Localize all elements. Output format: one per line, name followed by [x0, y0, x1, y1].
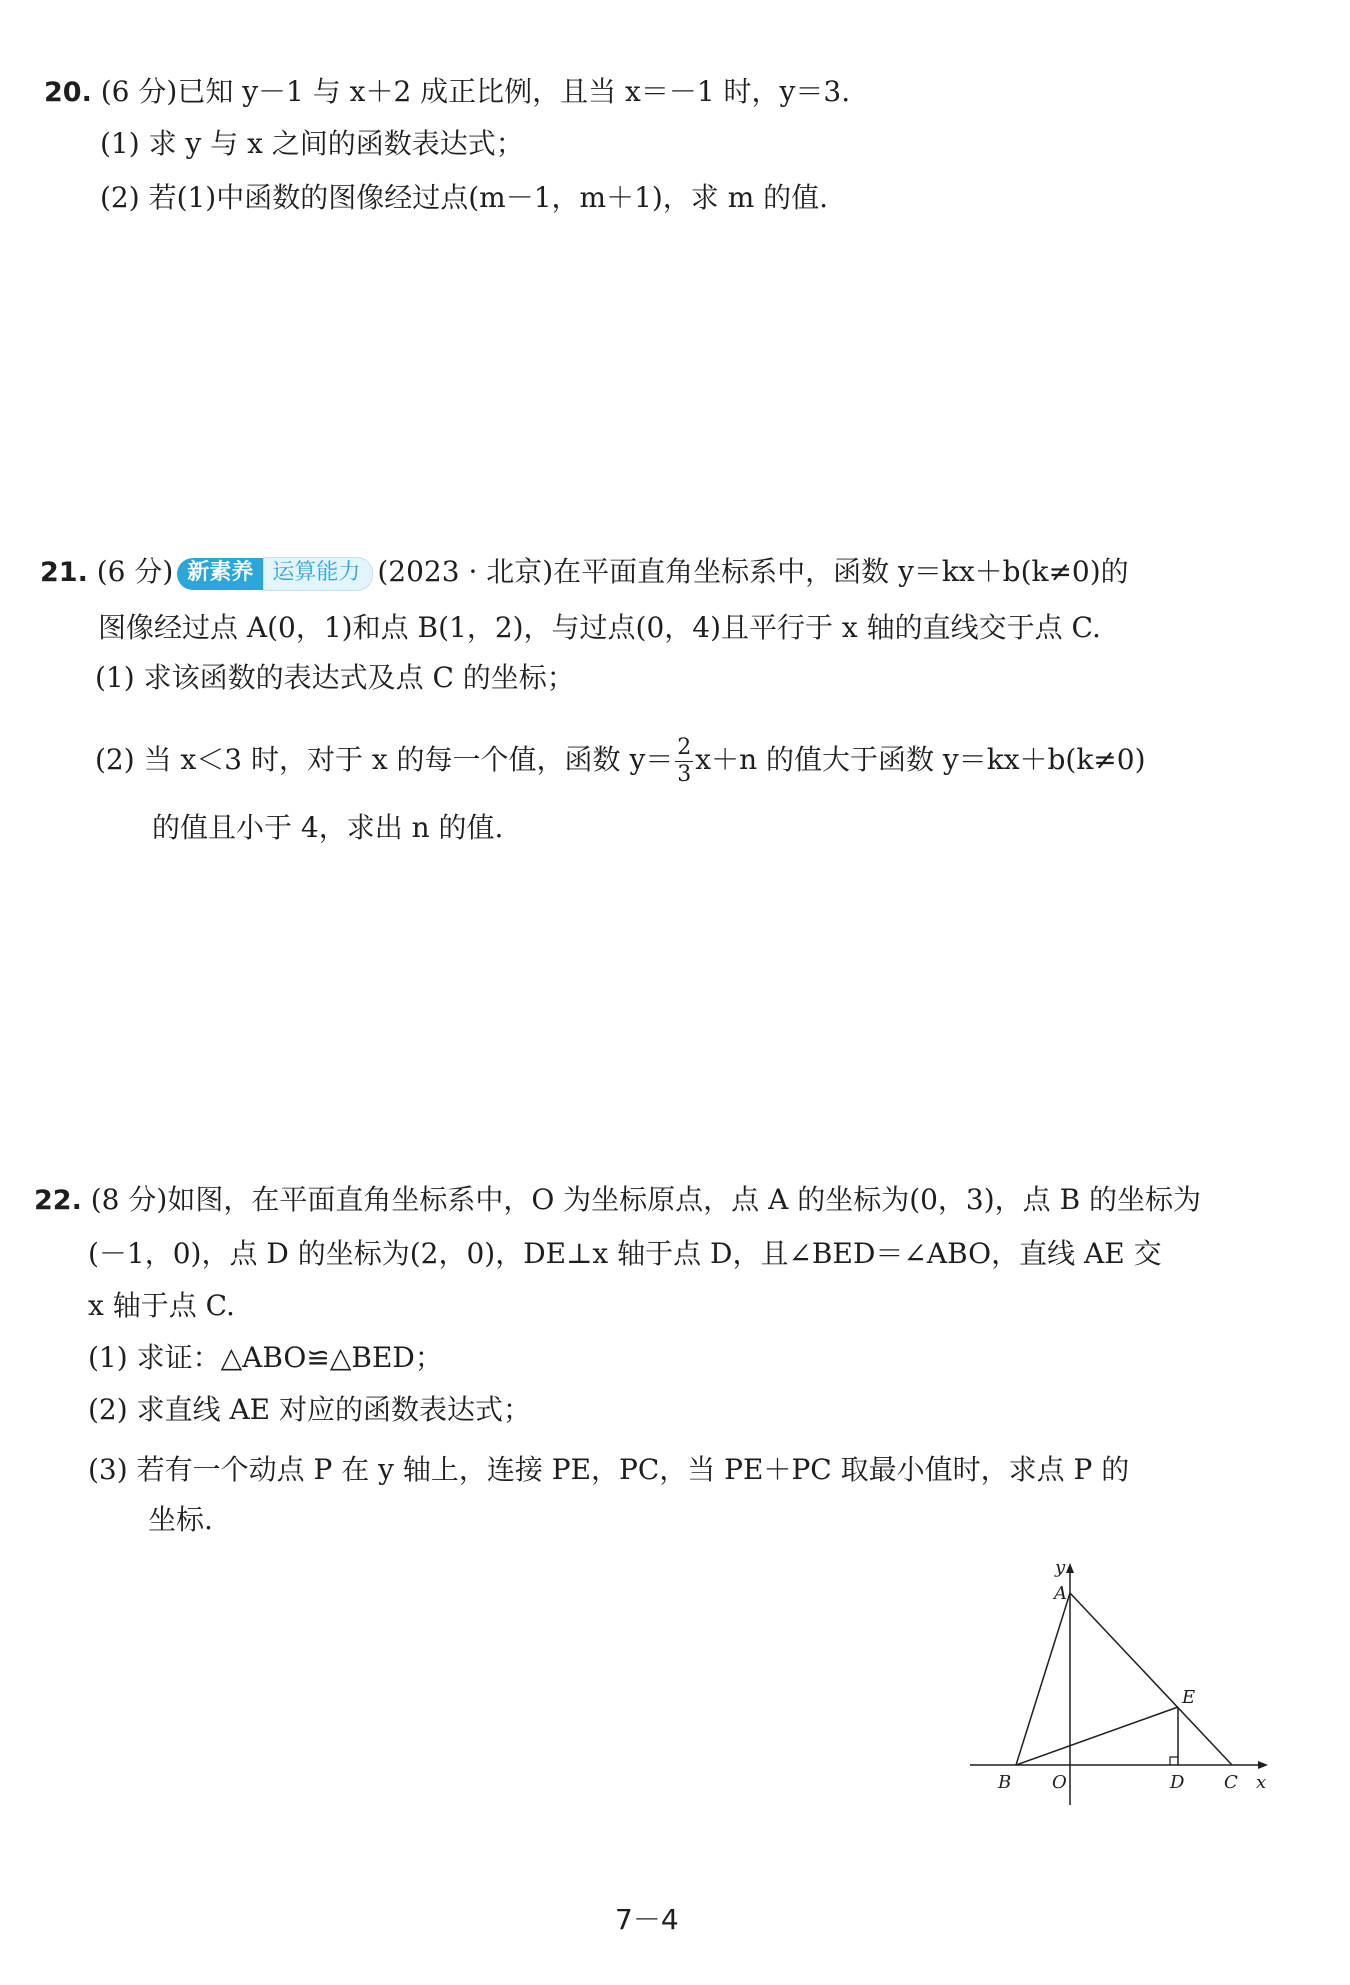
segment-AC — [1070, 1593, 1232, 1765]
q22-part3-line1: (3) 若有一个动点 P 在 y 轴上，连接 PE，PC，当 PE＋PC 取最小值时，求点 P 的 — [88, 1453, 1130, 1486]
q21-part2-line1 — [95, 735, 1146, 788]
label-C: C — [1224, 1772, 1238, 1793]
q21-number: 21. — [40, 557, 88, 588]
q21-score: (6 分) — [96, 555, 174, 588]
y-axis-arrow — [1066, 1563, 1074, 1573]
q21-stem-line2: 图像经过点 A(0，1)和点 B(1，2)，与过点(0，4)且平行于 x 轴的直线交于点 C. — [98, 611, 1101, 644]
segment-BE — [1016, 1707, 1178, 1765]
q22-stem-line1 — [34, 1180, 1201, 1221]
q21-part2-b: x＋n 的值大于函数 y＝kx＋b(k≠0) — [695, 743, 1146, 776]
q22-number: 22. — [34, 1185, 82, 1216]
new-literacy-badge: 新素养 — [177, 558, 263, 590]
q22-part3-line2: 坐标. — [148, 1503, 213, 1536]
label-A: A — [1054, 1583, 1067, 1604]
q20-stem-text: (6 分)已知 y－1 与 x＋2 成正比例，且当 x＝－1 时，y＝3. — [100, 75, 851, 108]
q21-part2-line2: 的值且小于 4，求出 n 的值. — [152, 811, 504, 844]
label-x: x — [1256, 1772, 1267, 1793]
page-number: 7－4 — [615, 1903, 679, 1936]
q21-stem-a: (2023 · 北京)在平面直角坐标系中，函数 y＝kx＋b(k≠0)的 — [377, 555, 1129, 588]
q22-part1: (1) 求证：△ABO≌△BED； — [88, 1341, 443, 1374]
fraction-numerator: 2 — [677, 735, 692, 760]
label-O: O — [1052, 1772, 1067, 1793]
q20-part1: (1) 求 y 与 x 之间的函数表达式； — [100, 127, 524, 160]
fraction-denominator: 3 — [677, 762, 692, 787]
q20-stem — [44, 72, 850, 113]
q21-part2-a: (2) 当 x＜3 时，对于 x 的每一个值，函数 y＝ — [95, 743, 674, 776]
q21-part1: (1) 求该函数的表达式及点 C 的坐标； — [95, 661, 575, 694]
q22-stem-line2: (－1，0)，点 D 的坐标为(2，0)，DE⊥x 轴于点 D，且∠BED＝∠ABO，直线 AE 交 — [88, 1237, 1162, 1270]
q22-stem-line3: x 轴于点 C. — [88, 1289, 235, 1322]
q22-stem-a: (8 分)如图，在平面直角坐标系中，O 为坐标原点，点 A 的坐标为(0，3)，点 B 的坐标为 — [90, 1183, 1202, 1216]
computation-ability-tag: 运算能力 — [263, 557, 373, 591]
x-axis-arrow — [1258, 1761, 1268, 1769]
q20-number: 20. — [44, 77, 92, 108]
label-D: D — [1170, 1772, 1185, 1793]
right-angle-mark — [1170, 1757, 1178, 1765]
q21-stem-line1 — [40, 552, 1129, 593]
label-E: E — [1182, 1687, 1196, 1708]
q22-part2: (2) 求直线 AE 对应的函数表达式； — [88, 1393, 532, 1426]
coordinate-figure — [960, 1555, 1280, 1815]
label-B: B — [998, 1772, 1012, 1793]
q20-part2: (2) 若(1)中函数的图像经过点(m－1，m＋1)，求 m 的值. — [100, 181, 829, 214]
fraction-two-thirds — [675, 735, 693, 788]
label-y: y — [1055, 1557, 1066, 1578]
segment-AB — [1016, 1593, 1070, 1765]
